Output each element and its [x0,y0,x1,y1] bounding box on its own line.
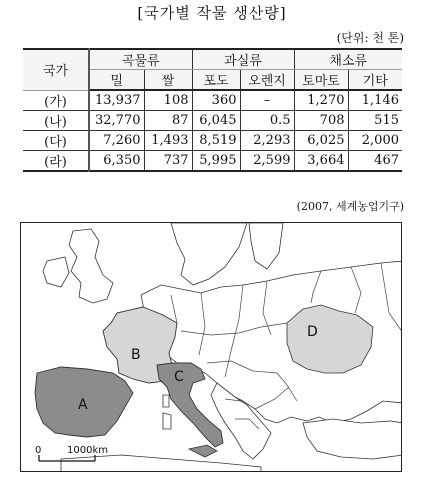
source-note: (2007, 세계농업기구) [296,200,404,213]
crop-production-table [23,48,402,172]
table-cell: 737 [144,150,192,171]
table-row [23,130,402,150]
europe-map [20,222,402,472]
table-cell: 87 [144,110,192,130]
table-cell: 1,270 [294,90,348,110]
group-header-fruit: 과실류 [192,49,294,70]
col-header-rice: 쌀 [144,70,192,91]
table-cell: 1,146 [348,90,402,110]
table-cell: 515 [348,110,402,130]
col-header-grape: 포도 [192,70,240,91]
label-d: D [307,324,318,340]
table-cell: 360 [192,90,240,110]
table-row [23,90,402,110]
label-b: B [131,347,141,363]
table-cell: 6,045 [192,110,240,130]
table-cell: 32,770 [89,110,144,130]
table-row [23,110,402,130]
row-label: (라) [23,150,89,171]
table-cell: 2,293 [240,130,294,150]
scale-zero: 0 [35,445,42,456]
table-cell: 1,493 [144,130,192,150]
col-header-wheat: 밀 [89,70,144,91]
row-label: (나) [23,110,89,130]
country-header: 국가 [23,49,89,90]
table-row [23,150,402,171]
scale-distance: 1000km [67,445,108,456]
row-label: (가) [23,90,89,110]
col-header-tomato: 토마토 [294,70,348,91]
table-cell: 2,000 [348,130,402,150]
table-cell: 8,519 [192,130,240,150]
table-cell: 3,664 [294,150,348,171]
row-label: (다) [23,130,89,150]
label-c: C [174,369,184,385]
unit-note: (단위: 천 톤) [336,31,404,45]
table-cell: 5,995 [192,150,240,171]
table-cell: 6,025 [294,130,348,150]
table-cell: 6,350 [89,150,144,171]
table-cell: 2,599 [240,150,294,171]
label-a: A [78,397,88,413]
group-header-grain: 곡물류 [89,49,192,70]
table-cell: 467 [348,150,402,171]
group-header-vegetable: 채소류 [294,49,402,70]
europe-map-svg [21,223,402,472]
island-corsica [163,395,169,407]
table-cell: 0.5 [240,110,294,130]
table-cell: 108 [144,90,192,110]
table-cell: – [240,90,294,110]
table-title: [국가별 작물 생산량] [137,4,287,22]
table-cell: 7,260 [89,130,144,150]
col-header-other: 기타 [348,70,402,91]
col-header-orange: 오렌지 [240,70,294,91]
table-cell: 13,937 [89,90,144,110]
island-sardinia [163,413,171,429]
table-cell: 708 [294,110,348,130]
